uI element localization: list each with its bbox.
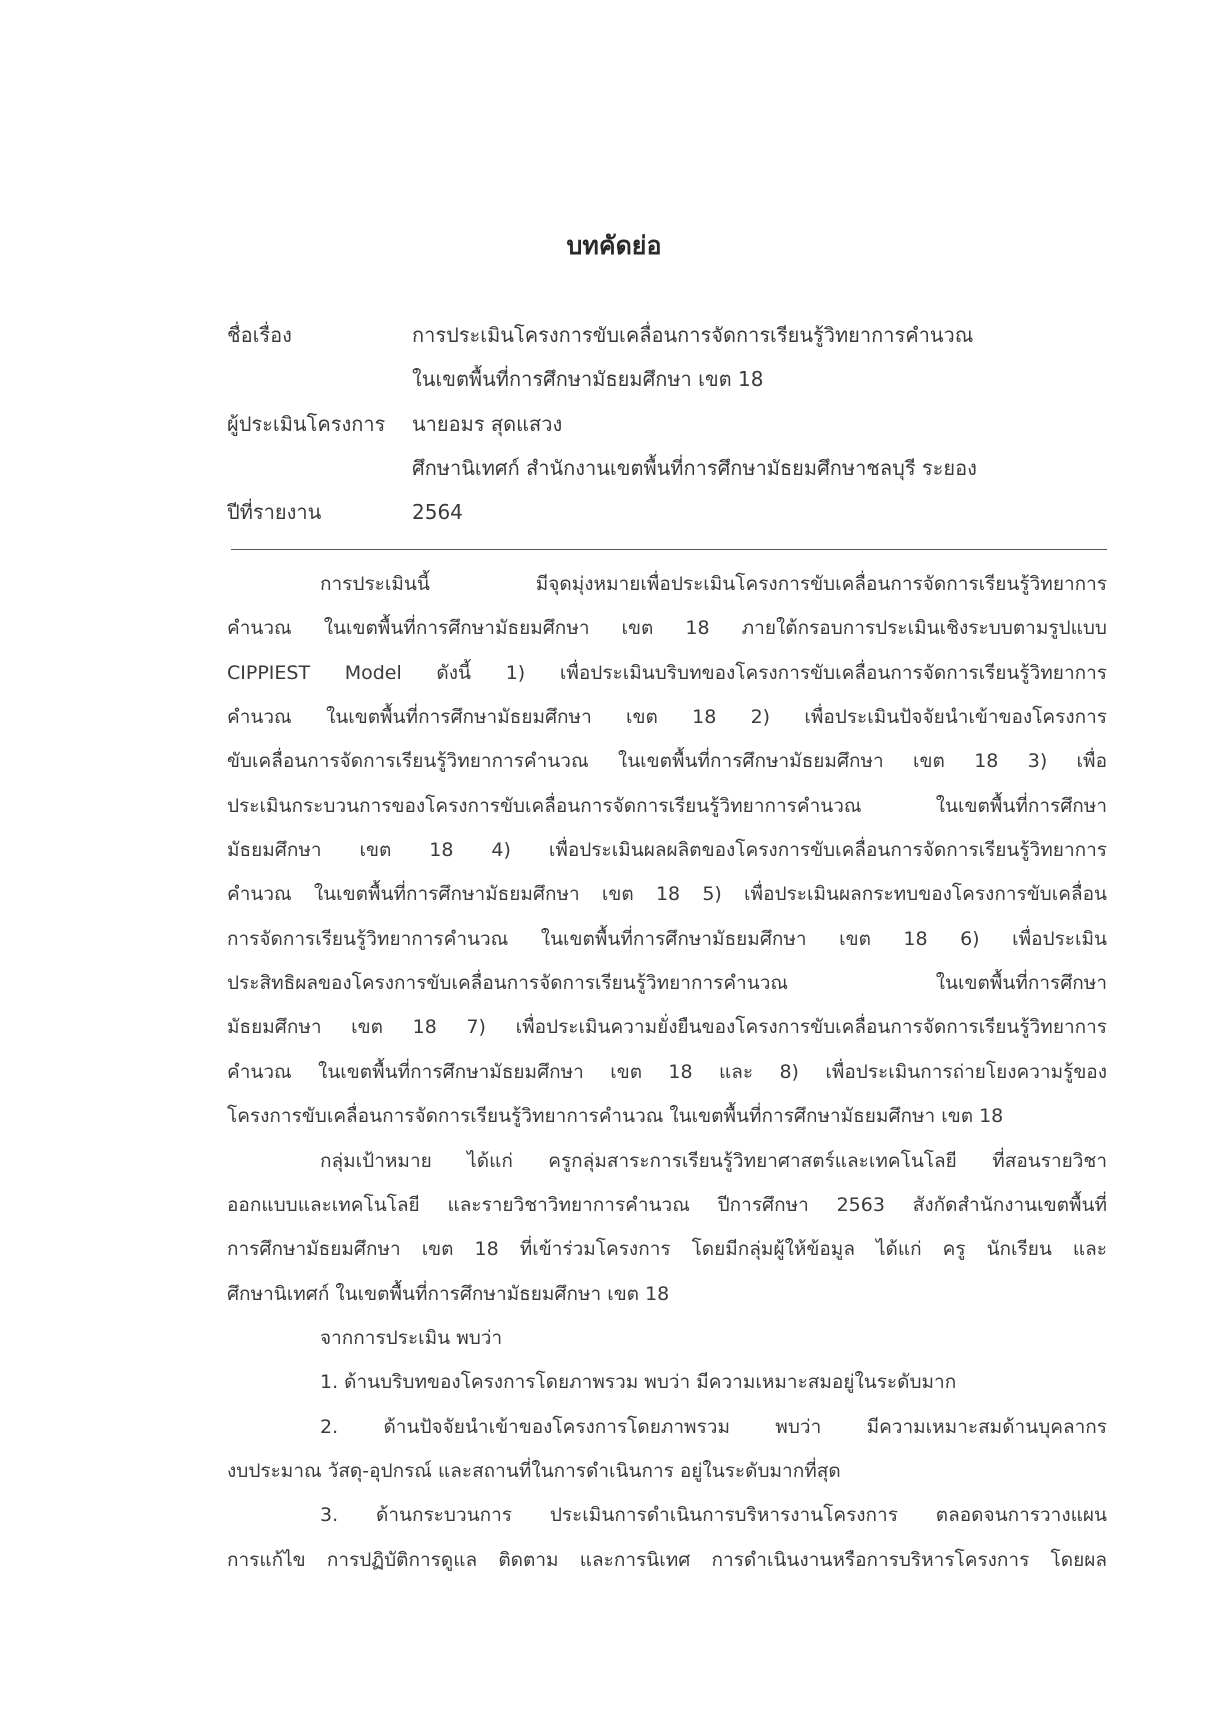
body-line: โครงการขับเคลื่อนการจัดการเรียนรู้วิทยาการคำนวณ ในเขตพื้นที่การศึกษามัธยมศึกษา เขต 18 xyxy=(227,1105,1004,1127)
finding-item: 2. ด้านปัจจัยนำเข้าของโครงการโดยภาพรวม พบว่า มีความเหมาะสมด้านบุคลากร xyxy=(320,1416,1107,1438)
divider-line xyxy=(231,549,1107,550)
body-line: การประเมินนี้ มีจุดมุ่งหมายเพื่อประเมินโครงการขับเคลื่อนการจัดการเรียนรู้วิทยาการ xyxy=(320,573,1107,595)
body-line: ประสิทธิผลของโครงการขับเคลื่อนการจัดการเรียนรู้วิทยาการคำนวณ ในเขตพื้นที่การศึกษา xyxy=(227,972,1107,994)
body-line: กลุ่มเป้าหมาย ได้แก่ ครูกลุ่มสาระการเรียนรู้วิทยาศาสตร์และเทคโนโลยี ที่สอนรายวิชา xyxy=(320,1150,1107,1172)
evaluator-label: ผู้ประเมินโครงการ xyxy=(227,412,386,436)
page-title: บทคัดย่อ xyxy=(566,231,662,260)
body-line: คำนวณ ในเขตพื้นที่การศึกษามัธยมศึกษา เขต 18 2) เพื่อประเมินปัจจัยนำเข้าของโครงการ xyxy=(227,706,1107,728)
body-line: ประเมินกระบวนการของโครงการขับเคลื่อนการจัดการเรียนรู้วิทยาการคำนวณ ในเขตพื้นที่การศึกษา xyxy=(227,795,1107,817)
body-line: งบประมาณ วัสดุ-อุปกรณ์ และสถานที่ในการดำเนินการ อยู่ในระดับมากที่สุด xyxy=(227,1460,841,1482)
body-line: คำนวณ ในเขตพื้นที่การศึกษามัธยมศึกษา เขต 18 ภายใต้กรอบการประเมินเชิงระบบตามรูปแบบ xyxy=(227,617,1107,639)
evaluator-name: นายอมร สุดแสวง xyxy=(412,412,563,436)
body-line: การแก้ไข การปฏิบัติการดูแล ติดตาม และการนิเทศ การดำเนินงานหรือการบริหารโครงการ โดยผล xyxy=(227,1549,1107,1571)
body-line: ขับเคลื่อนการจัดการเรียนรู้วิทยาการคำนวณ ในเขตพื้นที่การศึกษามัธยมศึกษา เขต 18 3) เพื่อ xyxy=(227,750,1107,772)
subject-line-2: ในเขตพื้นที่การศึกษามัธยมศึกษา เขต 18 xyxy=(412,367,764,391)
year-value: 2564 xyxy=(412,500,463,524)
year-label: ปีที่รายงาน xyxy=(227,500,322,524)
subject-line-1: การประเมินโครงการขับเคลื่อนการจัดการเรียนรู้วิทยาการคำนวณ xyxy=(412,323,974,347)
body-line: การจัดการเรียนรู้วิทยาการคำนวณ ในเขตพื้นที่การศึกษามัธยมศึกษา เขต 18 6) เพื่อประเมิน xyxy=(227,928,1107,950)
body-line: มัธยมศึกษา เขต 18 4) เพื่อประเมินผลผลิตของโครงการขับเคลื่อนการจัดการเรียนรู้วิทยาการ xyxy=(227,839,1107,861)
body-line: คำนวณ ในเขตพื้นที่การศึกษามัธยมศึกษา เขต 18 5) เพื่อประเมินผลกระทบของโครงการขับเคลื่อน xyxy=(227,883,1107,905)
evaluator-position: ศึกษานิเทศก์ สำนักงานเขตพื้นที่การศึกษามัธยมศึกษาชลบุรี ระยอง xyxy=(412,456,977,480)
subject-label: ชื่อเรื่อง xyxy=(227,323,292,347)
finding-item: 3. ด้านกระบวนการ ประเมินการดำเนินการบริหารงานโครงการ ตลอดจนการวางแผน xyxy=(320,1504,1107,1526)
finding-item: 1. ด้านบริบทของโครงการโดยภาพรวม พบว่า มีความเหมาะสมอยู่ในระดับมาก xyxy=(320,1371,957,1393)
body-line: ศึกษานิเทศก์ ในเขตพื้นที่การศึกษามัธยมศึกษา เขต 18 xyxy=(227,1283,670,1305)
body-line: คำนวณ ในเขตพื้นที่การศึกษามัธยมศึกษา เขต 18 และ 8) เพื่อประเมินการถ่ายโยงความรู้ของ xyxy=(227,1061,1107,1083)
body-line: มัธยมศึกษา เขต 18 7) เพื่อประเมินความยั่งยืนของโครงการขับเคลื่อนการจัดการเรียนรู้วิทยาการ xyxy=(227,1016,1107,1038)
body-line: CIPPIEST Model ดังนี้ 1) เพื่อประเมินบริบทของโครงการขับเคลื่อนการจัดการเรียนรู้วิทยาการ xyxy=(227,662,1107,684)
body-line: จากการประเมิน พบว่า xyxy=(320,1327,503,1349)
body-line: การศึกษามัธยมศึกษา เขต 18 ที่เข้าร่วมโครงการ โดยมีกลุ่มผู้ให้ข้อมูล ได้แก่ ครู นักเรียน และ xyxy=(227,1238,1107,1260)
body-line: ออกแบบและเทคโนโลยี และรายวิชาวิทยาการคำนวณ ปีการศึกษา 2563 สังกัดสำนักงานเขตพื้นที่ xyxy=(227,1194,1107,1216)
